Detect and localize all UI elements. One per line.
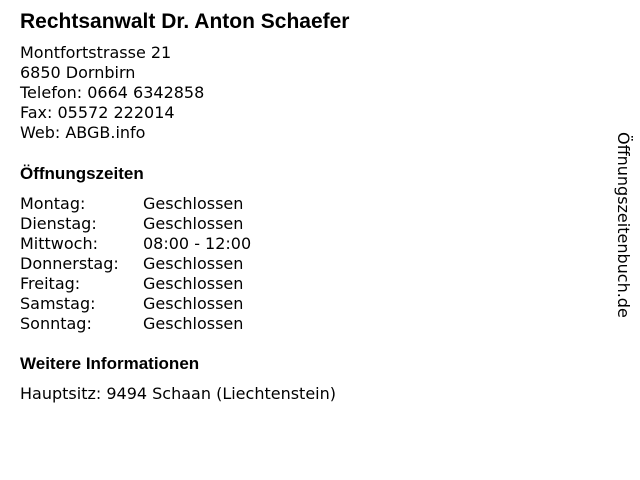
hours-day: Dienstag: (20, 214, 97, 233)
hours-day: Montag: (20, 194, 86, 213)
hours-day: Freitag: (20, 274, 81, 293)
phone-number: Telefon: 0664 6342858 (20, 83, 205, 102)
opening-hours-table (20, 194, 251, 334)
headquarters-info: Hauptsitz: 9494 Schaan (Liechtenstein) (20, 384, 336, 403)
fax-number: Fax: 05572 222014 (20, 103, 175, 122)
hours-day: Mittwoch: (20, 234, 98, 253)
hours-row-monday (20, 194, 251, 214)
info-heading: Weitere Informationen (20, 354, 200, 373)
city-address: 6850 Dornbirn (20, 63, 136, 82)
hours-time: Geschlossen (143, 294, 244, 313)
hours-row-thursday (20, 254, 251, 274)
hours-day: Donnerstag: (20, 254, 119, 273)
hours-time: 08:00 - 12:00 (143, 234, 252, 253)
hours-time: Geschlossen (143, 314, 244, 333)
hours-time: Geschlossen (143, 254, 244, 273)
site-watermark: Öffnungszeitenbuch.de (614, 132, 633, 318)
hours-row-tuesday (20, 214, 251, 234)
street-address: Montfortstrasse 21 (20, 43, 172, 62)
hours-day: Sonntag: (20, 314, 92, 333)
hours-time: Geschlossen (143, 214, 244, 233)
hours-row-saturday (20, 294, 251, 314)
hours-row-friday (20, 274, 251, 294)
website: Web: ABGB.info (20, 123, 146, 142)
hours-day: Samstag: (20, 294, 96, 313)
hours-row-wednesday (20, 234, 251, 254)
contact-block (20, 43, 204, 143)
hours-time: Geschlossen (143, 194, 244, 213)
hours-row-sunday (20, 314, 251, 334)
hours-time: Geschlossen (143, 274, 244, 293)
business-name: Rechtsanwalt Dr. Anton Schaefer (20, 10, 350, 33)
hours-heading: Öffnungszeiten (20, 164, 144, 183)
